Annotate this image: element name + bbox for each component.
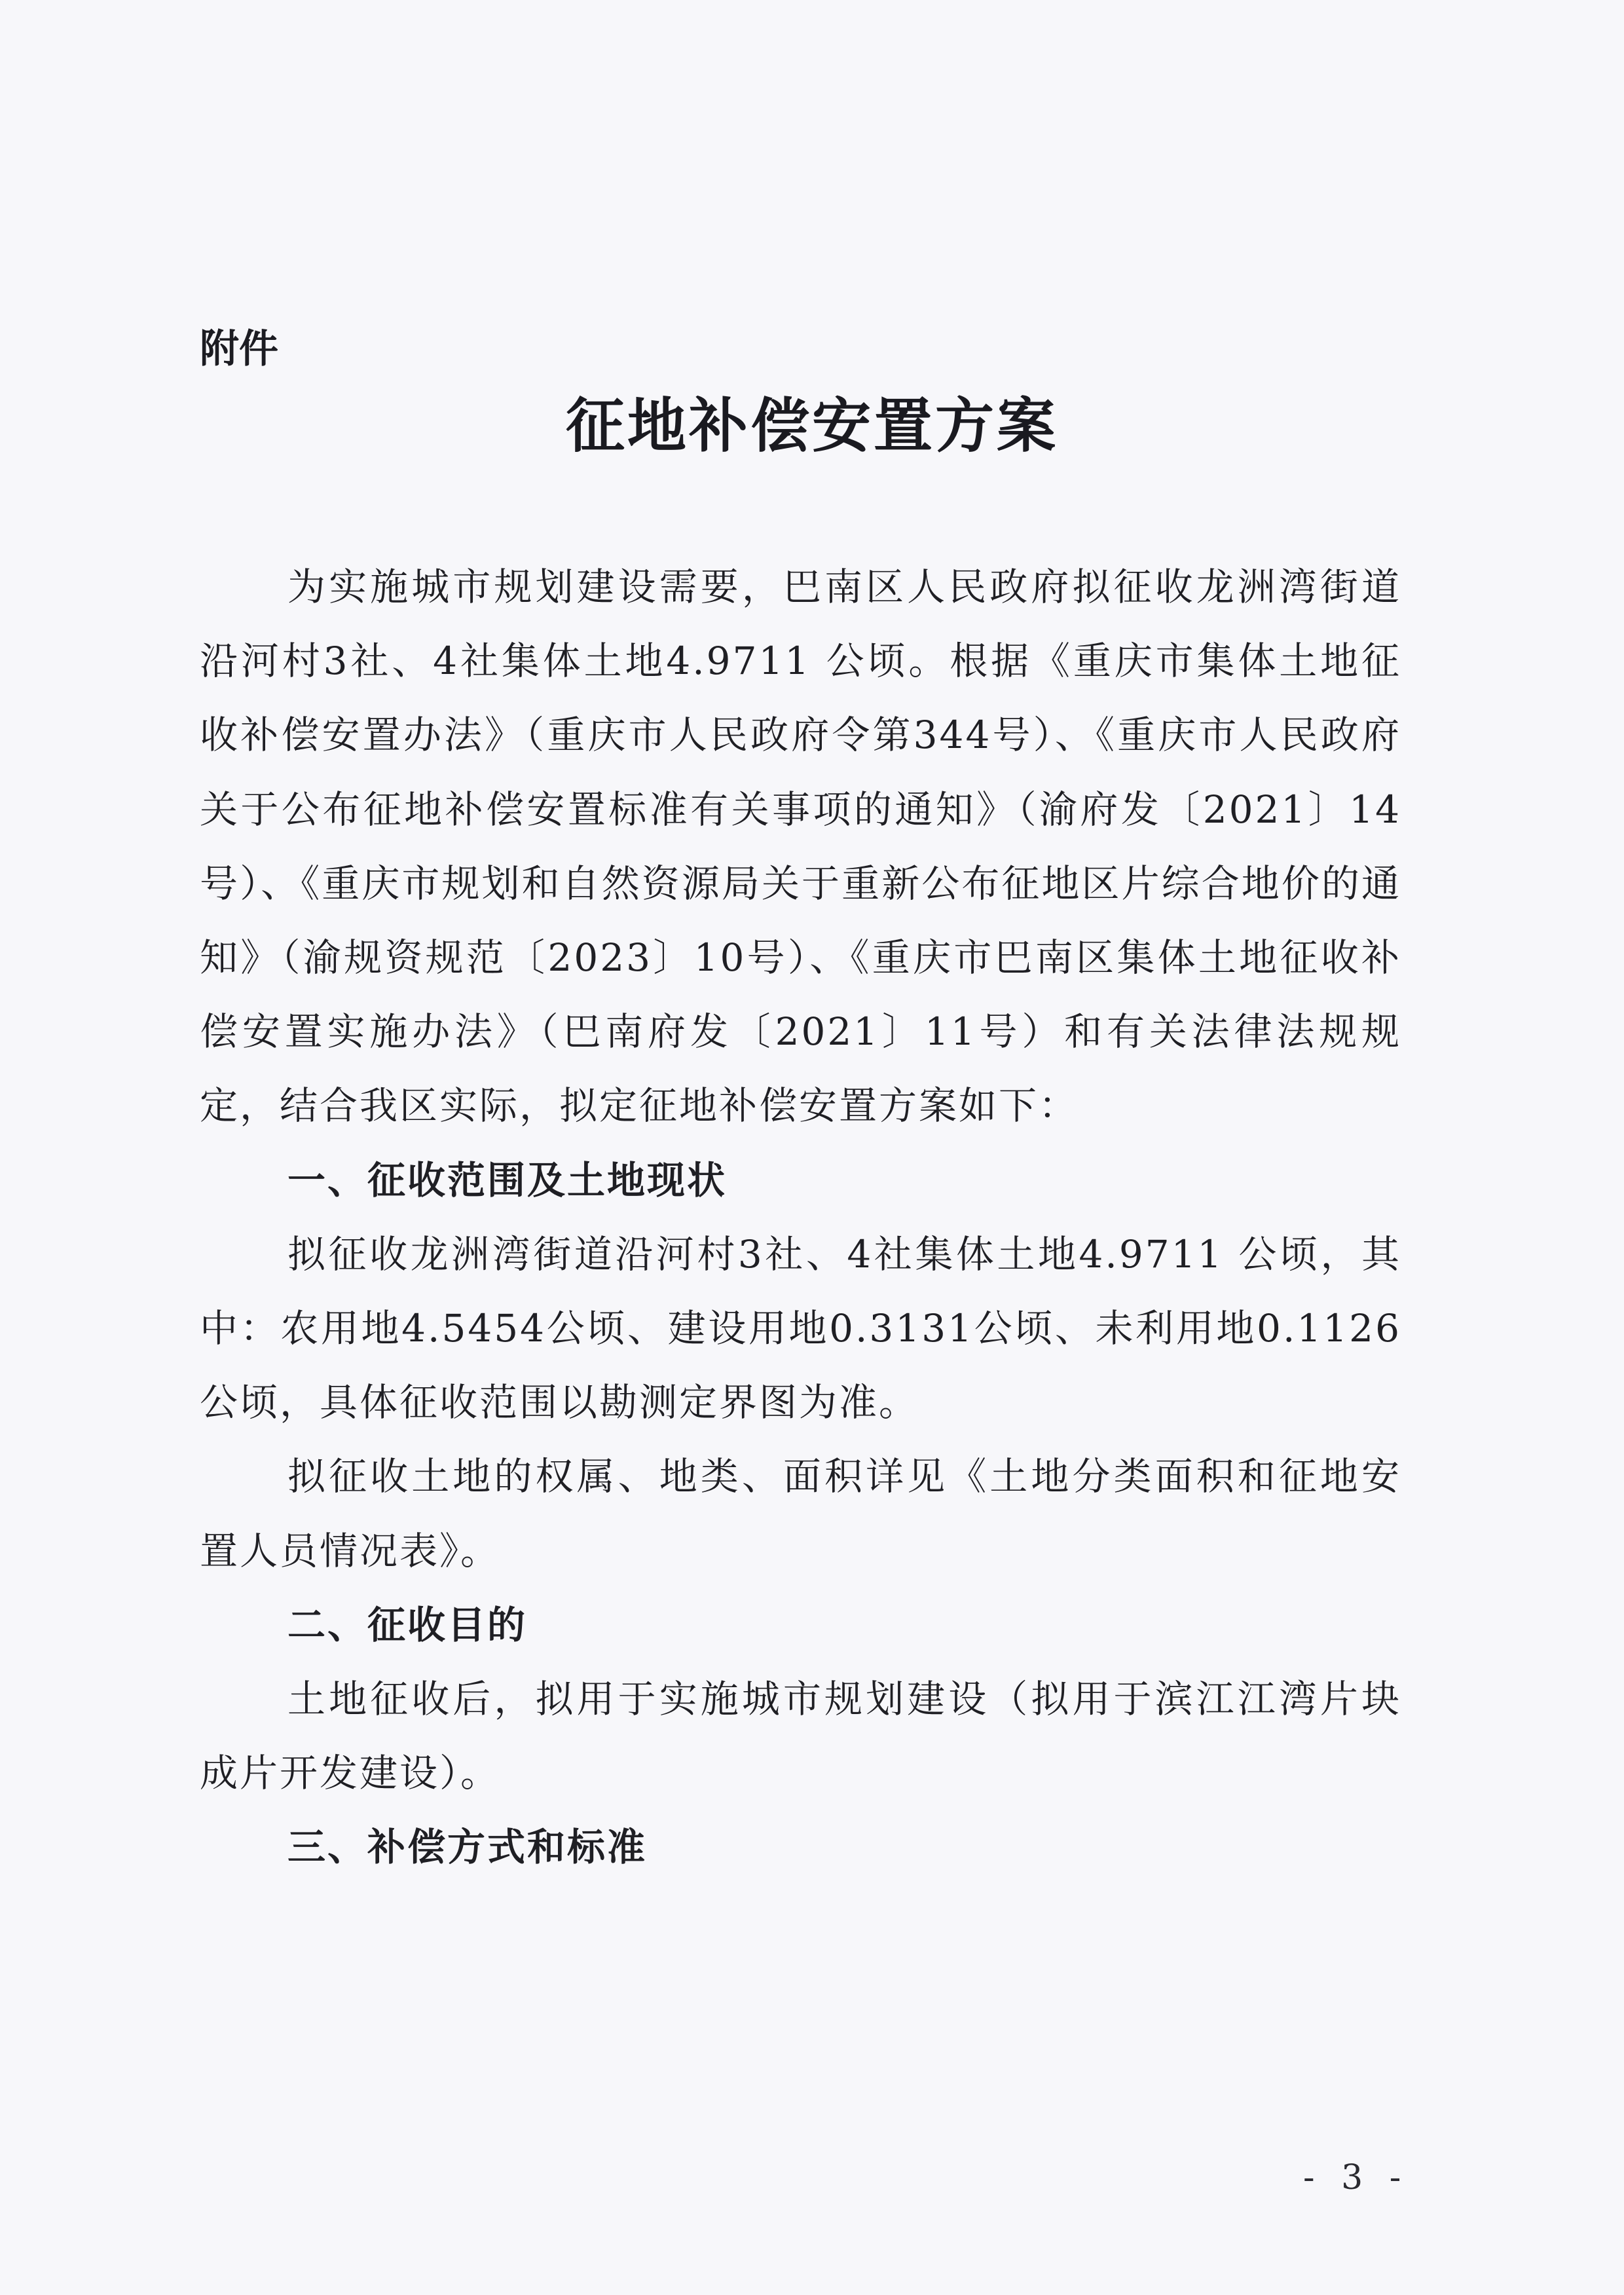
section-heading-scope: 一、征收范围及土地现状 — [287, 1157, 728, 1203]
section-paragraph: 拟征收土地的权属、地类、面积详见《土地分类面积和征地安置人员情况表》。 — [200, 1454, 1401, 1573]
page-number: - 3 - — [1303, 2158, 1409, 2197]
document-title: 征地补偿安置方案 — [566, 391, 1058, 460]
intro-paragraph: 为实施城市规划建设需要，巴南区人民政府拟征收龙洲湾街道沿河村3社、4社集体土地4.9711 公顷。根据《重庆市集体土地征收补偿安置办法》（重庆市人民政府令第344号）、《重庆市人民政府关于公布征地补偿安置标准有关事项的通知》（渝府发〔2021〕14号）、《重庆市规划和自然资源局关于重新公布征地区片综合地价的通知》（渝规资规范〔2023〕10号）、《重庆市巴南区集体土地征收补偿安置实施办法》（巴南府发〔2021〕11号）和有关法律法规规定，结合我区实际，拟定征地补偿安置方案如下： — [200, 565, 1401, 1129]
attachment-label: 附件 — [200, 326, 278, 372]
section-paragraph: 拟征收龙洲湾街道沿河村3社、4社集体土地4.9711 公顷，其中：农用地4.5454公顷、建设用地0.3131公顷、未利用地0.1126公顷，具体征收范围以勘测定界图为准。 — [200, 1231, 1401, 1425]
section-heading-purpose: 二、征收目的 — [287, 1602, 528, 1647]
section-heading-compensation: 三、补偿方式和标准 — [287, 1825, 648, 1870]
section-paragraph: 土地征收后，拟用于实施城市规划建设（拟用于滨江江湾片块成片开发建设）。 — [200, 1677, 1401, 1796]
document-body — [200, 550, 1401, 1885]
